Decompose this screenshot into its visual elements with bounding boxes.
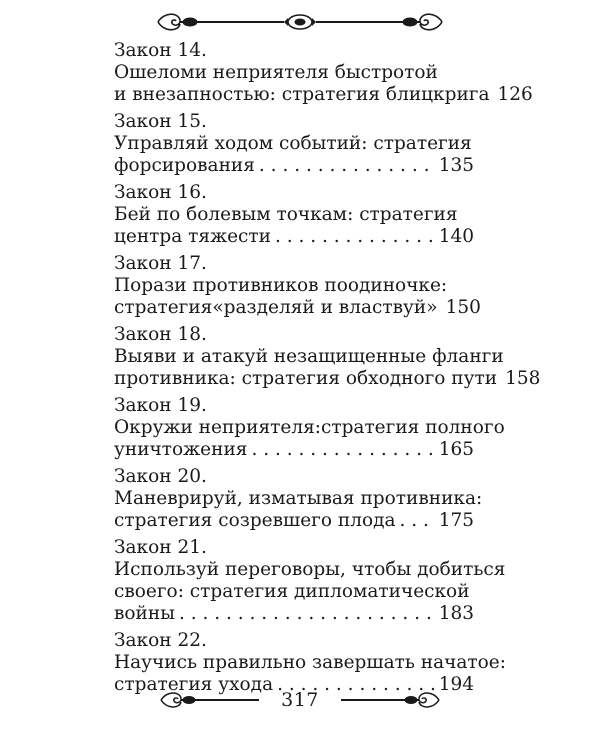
toc-entry[interactable] bbox=[114, 324, 541, 390]
entry-title-line: уничтожения bbox=[114, 439, 248, 460]
law-label: Закон 19. bbox=[114, 395, 207, 416]
toc-entry[interactable] bbox=[114, 40, 533, 106]
dot-leader bbox=[179, 603, 435, 625]
flourish-divider-icon bbox=[150, 8, 450, 36]
page-reference: 135 bbox=[438, 155, 474, 176]
toc-entry[interactable] bbox=[114, 253, 481, 319]
law-label: Закон 20. bbox=[114, 466, 207, 487]
right-flourish-icon bbox=[335, 688, 445, 712]
page-reference: 158 bbox=[505, 368, 541, 389]
entry-last-line bbox=[114, 603, 474, 625]
entry-title-line: Используй переговоры, чтобы добиться bbox=[114, 559, 506, 580]
entry-title-line: своего: стратегия дипломатической bbox=[114, 581, 470, 602]
toc-entry[interactable] bbox=[114, 182, 474, 248]
entry-title-line: стратегия созревшего плода bbox=[114, 510, 396, 531]
page-number: 317 bbox=[281, 689, 319, 711]
page-reference: 183 bbox=[438, 603, 474, 624]
page-reference: 150 bbox=[445, 297, 481, 318]
entry-title-line: Выяви и атакуй незащищенные фланги bbox=[114, 346, 504, 367]
entry-title-line: стратегия ухода bbox=[114, 674, 274, 695]
law-label: Закон 14. bbox=[114, 40, 207, 61]
entry-title-line: и внезапностью: стратегия блицкрига bbox=[114, 84, 490, 105]
toc-entry[interactable] bbox=[114, 466, 483, 532]
dot-leader bbox=[259, 155, 435, 177]
entry-title-line: Окружи неприятеля:стратегия полного bbox=[114, 417, 505, 438]
toc-entry[interactable] bbox=[114, 630, 506, 696]
law-label: Закон 18. bbox=[114, 324, 207, 345]
entry-title-line: центра тяжести bbox=[114, 226, 271, 247]
dot-leader bbox=[400, 510, 435, 532]
entry-last-line bbox=[114, 155, 474, 177]
page-reference: 165 bbox=[438, 439, 474, 460]
toc-entry[interactable] bbox=[114, 395, 505, 461]
page-reference: 194 bbox=[438, 674, 474, 695]
entry-title-line: Управляй ходом событий: стратегия bbox=[114, 133, 472, 154]
dot-leader bbox=[275, 226, 435, 248]
entry-title-line: форсирования bbox=[114, 155, 255, 176]
page-reference: 175 bbox=[438, 510, 474, 531]
entry-title-line: Бей по болевым точкам: стратегия bbox=[114, 204, 458, 225]
toc-entry[interactable] bbox=[114, 537, 506, 625]
page-reference: 140 bbox=[438, 226, 474, 247]
law-label: Закон 22. bbox=[114, 630, 207, 651]
law-label: Закон 16. bbox=[114, 182, 207, 203]
entry-title-line: Научись правильно завершать начатое: bbox=[114, 652, 506, 673]
entry-last-line bbox=[114, 510, 474, 532]
dot-leader bbox=[251, 439, 434, 461]
entry-title-line: противника: стратегия обходного пути bbox=[114, 368, 498, 389]
law-label: Закон 21. bbox=[114, 537, 207, 558]
entry-last-line bbox=[114, 439, 474, 461]
footer bbox=[0, 688, 600, 712]
entry-title-line: Маневрируй, изматывая противника: bbox=[114, 488, 483, 509]
law-label: Закон 17. bbox=[114, 253, 207, 274]
entry-last-line bbox=[114, 84, 533, 106]
page-reference: 126 bbox=[497, 84, 533, 105]
entry-last-line bbox=[114, 297, 481, 319]
law-label: Закон 15. bbox=[114, 111, 207, 132]
entry-last-line bbox=[114, 368, 541, 390]
entry-title-line: стратегия«разделяй и властвуй» bbox=[114, 297, 438, 318]
entry-title-line: войны bbox=[114, 603, 175, 624]
top-ornament bbox=[0, 8, 600, 36]
table-of-contents bbox=[114, 40, 541, 701]
entry-title-line: Порази противников поодиночке: bbox=[114, 275, 448, 296]
entry-title-line: Ошеломи неприятеля быстротой bbox=[114, 62, 438, 83]
toc-entry[interactable] bbox=[114, 111, 474, 177]
left-flourish-icon bbox=[155, 688, 265, 712]
entry-last-line bbox=[114, 226, 474, 248]
